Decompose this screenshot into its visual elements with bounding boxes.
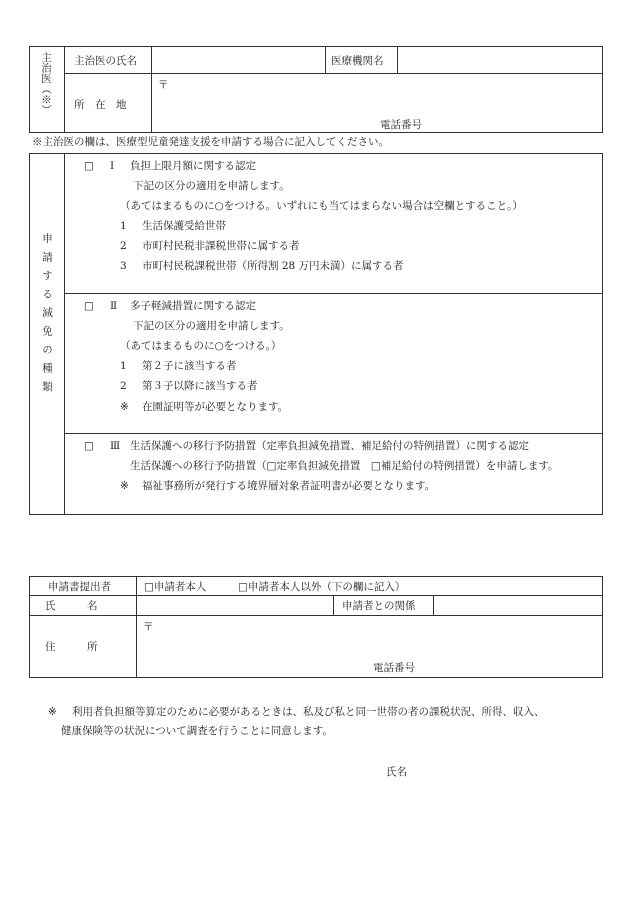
section2-item: 第３子以降に該当する者 bbox=[142, 380, 258, 392]
section3-note-mark: ※ bbox=[120, 480, 129, 492]
submitter-name-field[interactable] bbox=[138, 597, 331, 613]
section1-item: 市町村民税非課税世帯に属する者 bbox=[142, 240, 300, 252]
submitter-postal-mark: 〒 bbox=[143, 621, 154, 633]
section3-checkbox[interactable]: □ bbox=[84, 440, 94, 452]
submitter-label: 申請書提出者 bbox=[48, 581, 111, 593]
section1-item-num: 1 bbox=[120, 220, 127, 232]
section2-note-mark: ※ bbox=[120, 401, 129, 413]
section3-note: 福祉事務所が発行する境界層対象者証明書が必要となります。 bbox=[142, 480, 436, 492]
section1-item-num: 3 bbox=[120, 260, 127, 272]
section2-title: 多子軽減措置に関する認定 bbox=[130, 300, 256, 312]
submitter-phone-label: 電話番号 bbox=[373, 662, 415, 674]
section3-line1: 生活保護への移行予防措置（□定率負担減免措置 □補足給付の特例措置）を申請します。 bbox=[130, 460, 559, 472]
relation-label: 申請者との関係 bbox=[342, 600, 416, 612]
institution-field[interactable] bbox=[399, 48, 601, 71]
section2-checkbox[interactable]: □ bbox=[84, 300, 94, 312]
section3-numeral: Ⅲ bbox=[110, 440, 121, 452]
consent-line1: 利用者負担額等算定のために必要があるときは、私及び私と同一世帯の者の課税状況、所得、収入、 bbox=[72, 706, 545, 718]
section1-line1: 下記の区分の適用を申請します。 bbox=[133, 180, 290, 192]
section1-item: 市町村民税課税世帯（所得割 28 万円未満）に属する者 bbox=[142, 260, 404, 272]
signature-field[interactable] bbox=[412, 760, 592, 782]
section1-item-num: 2 bbox=[120, 240, 127, 252]
reduction-side-label: 申請する減免の種類 bbox=[41, 233, 53, 400]
section1-item: 生活保護受給世帯 bbox=[142, 220, 226, 232]
section2-line1: 下記の区分の適用を申請します。 bbox=[133, 320, 290, 332]
doctor-note: ※主治医の欄は、医療型児童発達支援を申請する場合に記入してください。 bbox=[32, 136, 389, 148]
relation-field[interactable] bbox=[435, 597, 601, 613]
section2-item-num: 2 bbox=[120, 380, 127, 392]
consent-line2: 健康保険等の状況について調査を行うことに同意します。 bbox=[61, 725, 333, 737]
submitter-address-label: 住 所 bbox=[45, 641, 98, 653]
option-self[interactable]: □申請者本人 bbox=[144, 581, 207, 593]
signature-label: 氏名 bbox=[386, 766, 407, 778]
doctor-address-field[interactable] bbox=[153, 75, 601, 131]
section1-numeral: Ⅰ bbox=[110, 160, 115, 172]
submitter-name-label: 氏 名 bbox=[45, 600, 98, 612]
submitter-address-field[interactable] bbox=[138, 617, 601, 676]
doctor-postal-mark: 〒 bbox=[158, 79, 169, 91]
section3-title: 生活保護への移行予防措置（定率負担減免措置、補足給付の特例措置）に関する認定 bbox=[130, 440, 529, 452]
section1-line2: （あてはまるものに○をつける。いずれにも当てはまらない場合は空欄とすること。） bbox=[120, 200, 523, 212]
doctor-name-label: 主治医の氏名 bbox=[74, 55, 137, 67]
section1-title: 負担上限月額に関する認定 bbox=[130, 160, 256, 172]
option-other[interactable]: □申請者本人以外（下の欄に記入） bbox=[238, 581, 406, 593]
doctor-name-field[interactable] bbox=[153, 48, 323, 71]
section2-item-num: 1 bbox=[120, 360, 127, 372]
doctor-phone-label: 電話番号 bbox=[380, 119, 422, 131]
section2-item: 第２子に該当する者 bbox=[142, 360, 237, 372]
section1-checkbox[interactable]: □ bbox=[84, 160, 94, 172]
doctor-address-label: 所 在 地 bbox=[74, 99, 127, 111]
consent-mark: ※ bbox=[48, 706, 57, 718]
section2-numeral: Ⅱ bbox=[110, 300, 118, 312]
doctor-side-label: 主治医（※） bbox=[40, 52, 52, 115]
institution-label: 医療機関名 bbox=[331, 55, 384, 67]
section2-note: 在園証明等が必要となります。 bbox=[142, 401, 289, 413]
section2-line2: （あてはまるものに○をつける。） bbox=[120, 340, 282, 352]
